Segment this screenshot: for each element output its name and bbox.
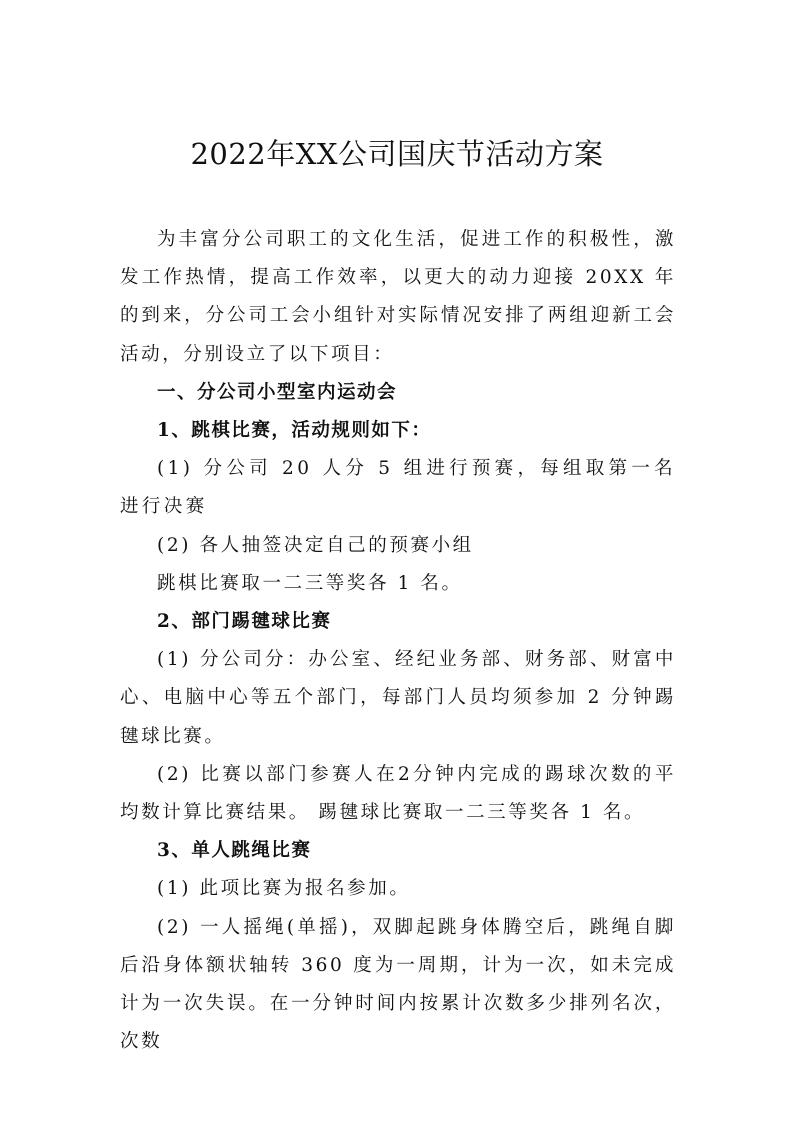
- rule-paragraph-5: (1) 此项比赛为报名参加。: [157, 878, 411, 900]
- subsection-heading-1: 1、跳棋比赛，活动规则如下：: [157, 420, 432, 442]
- document-body: [120, 221, 676, 1061]
- rule-paragraph-6: (2) 一人摇绳(单摇)，双脚起跳身体腾空后，跳绳自脚后沿身体额状轴转 360 度为一周期，计为一次，如未完成计为一次失误。在一分钟时间内按累计次数多少排列名次，次数: [120, 916, 676, 1053]
- subsection-heading-2: 2、部门踢毽球比赛: [157, 611, 332, 633]
- rule-paragraph-4: (2) 比赛以部门参赛人在2分钟内完成的踢球次数的平均数计算比赛结果。 踢毽球比赛取一二三等奖各 1 名。: [120, 763, 676, 824]
- award-paragraph-1: 跳棋比赛取一二三等奖各 1 名。: [157, 572, 463, 594]
- rule-paragraph-3: (1) 分公司分：办公室、经纪业务部、财务部、财富中心、电脑中心等五个部门，每部门人员均须参加 2 分钟踢毽球比赛。: [120, 649, 676, 747]
- subsection-heading-3: 3、单人跳绳比赛: [157, 840, 312, 862]
- rule-paragraph-1: (1) 分公司 20 人分 5 组进行预赛，每组取第一名进行决赛: [120, 458, 676, 518]
- rule-paragraph-2: (2) 各人抽签决定自己的预赛小组: [157, 534, 474, 556]
- intro-paragraph: 为丰富分公司职工的文化生活，促进工作的积极性，激发工作热情，提高工作效率，以更大的动力迎接 20XX 年的到来，分公司工会小组针对实际情况安排了两组迎新工会活动，分别设立了以下项目：: [120, 229, 676, 365]
- section-heading-1: 一、分公司小型室内运动会: [157, 381, 398, 403]
- document-title: 2022年XX公司国庆节活动方案: [190, 137, 604, 171]
